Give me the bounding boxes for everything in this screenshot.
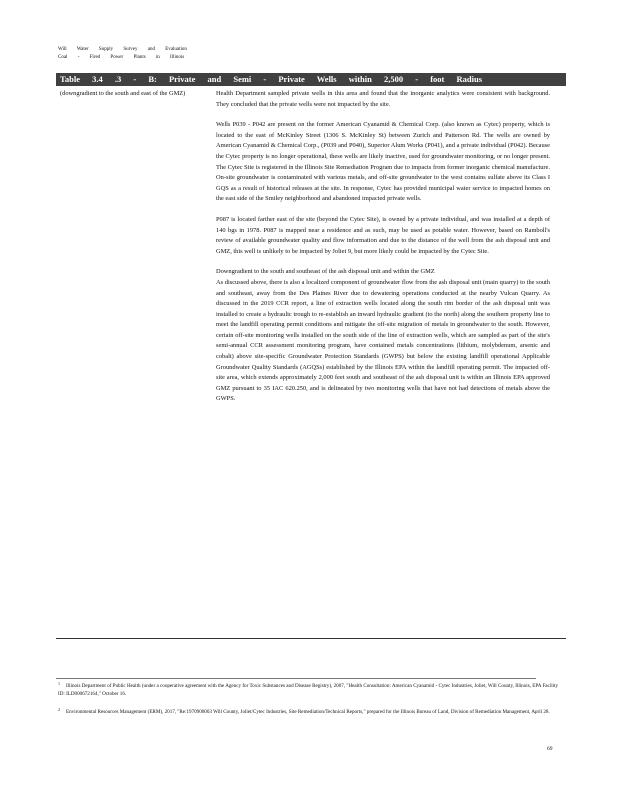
paragraph-2: Wells P039 - P042 are present on the former American Cyanamid & Chemical Corp. (also known as Cytec) property, which is located to the east of McKinley Street (1306 S. McKinley St) between Zurich and Patterson Rd. The wells are owned by American Cyanamid & Chemical Corp., (P039 and P040), Superior Alum Works (P041), and a private individual (P042). Because the Cytec property is no longer operational, these wells are likely inactive, used for groundwater monitoring, or no longer present. The Cytec Site is registered in the Illinois Site Remediation Program due to impacts from former inorganic chemical manufacture. On-site groundwater is contaminated with various metals, and off-site groundwater to the west contains sulfate above its Class I GQS as a result of historical releases at the site. In response, Cytec has provided municipal water service to impacted homes on the east side of the Smiley neighborhood and abandoned impacted private wells. bbox=[216, 121, 550, 203]
footnote-2-number: 2 bbox=[58, 707, 60, 712]
table-left-cell bbox=[60, 89, 210, 99]
running-header-line-1: Will Water Supply Survey and Evaluation bbox=[58, 47, 187, 52]
paragraph-4: Downgradient to the south and southeast of the ash disposal unit and within the GMZ As discussed above, there is also a localized component of groundwater flow from the ash disposal unit (main quarry) to the south and southeast, away from the Des Plaines River due to dewatering operations conducted at the nearby Vulcan Quarry. As discussed in the 2019 CCR report, a line of extraction wells located along the south rim border of the ash disposal unit was installed to create a hydraulic trough to re-establish an inward hydraulic gradient (to the north) along the southern property line to meet the landfill operating permit conditions and mitigate the off-site migration of metals in groundwater to the south. However, certain off-site monitoring wells installed on the south side of the line of extraction wells, which are sampled as part of the site's semi-annual CCR assessment monitoring program, have contained metals concentrations (lithium, molybdenum, arsenic and cobalt) above site-specific Groundwater Protection Standards (GWPS) but below the existing landfill operational Applicable Groundwater Quality Standards (AGQSs) established by the Illinois EPA within the landfill operating permit. The impacted off-site area, which extends approximately 2,000 feet south and southeast of the ash disposal unit is within an Illinois EPA approved GMZ pursuant to 35 IAC 620.250, and is delineated by two monitoring wells that have not had detections of metals above the GWPS. bbox=[216, 268, 550, 403]
footnote-1-number: 1 bbox=[58, 681, 60, 686]
footnote-1 bbox=[58, 680, 558, 699]
table-bottom-rule bbox=[56, 638, 566, 639]
running-header-line-2: Coal - Fired Power Plants in Illinois bbox=[58, 55, 185, 60]
paragraph-3: P087 is located farther east of the site (beyond the Cytec Site), is owned by a private individual, and was installed at a depth of 140 bgs in 1978. P087 is mapped near a residence and as such, may be used as potable water. However, based on Ramboll's review of available groundwater quality and flow information and due to the distance of the well from the ash disposal unit and GMZ, this well is unlikely to be impacted by Joliet 9, but more likely could be impacted by the Cytec Site. bbox=[216, 215, 550, 255]
footnote-separator bbox=[56, 678, 536, 679]
footnote-1-text: Illinois Department of Public Health (under a cooperative agreement with the Agency for Toxic Substances and Disease Registry), 2007, "Health Consultation: American Cyanamid - Cytec Industries, Joliet, Will County, Illinois, EPA Facility ID: ILD000672164," October 16. bbox=[58, 683, 558, 698]
table-title-bar: Table 3.4 .3 - B: Private and Semi - Private Wells within 2,500 - foot Radius bbox=[56, 73, 566, 86]
table-right-cell bbox=[216, 89, 550, 415]
footnote-2 bbox=[58, 706, 558, 716]
page-number: 69 bbox=[547, 746, 553, 752]
paragraph-1: Health Department sampled private wells in this area and found that the inorganic analytics were consistent with background. They concluded that the private wells were not impacted by the site. bbox=[216, 90, 550, 108]
running-header bbox=[58, 46, 187, 62]
left-cell-text: (downgradient to the south and east of the GMZ) bbox=[60, 90, 186, 97]
footnote-2-text: Environmental Resources Management (ERM), 2017, "Re:1970900003 Will County, Joliet/Cytec Industries, Site Remediation/Technical Reports," prepared for the Illinois Bureau of Land, Division of Remediation Management, April 28. bbox=[66, 709, 550, 715]
